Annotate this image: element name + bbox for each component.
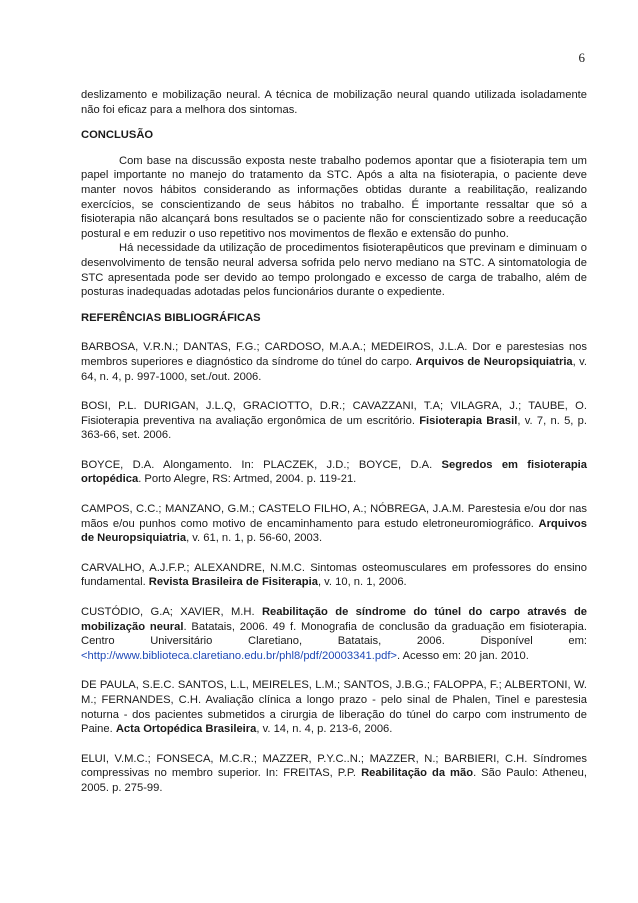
reference-item: BOSI, P.L. DURIGAN, J.L.Q, GRACIOTTO, D.R.; CAVAZZANI, T.A; VILAGRA, J.; TAUBE, O. Fisioterapia preventiva na avaliação ergonômica de um escritório. Fisioterapia Brasil, v. 7, n. 5, p. 363-66, set. 2006. [81,400,587,442]
conclusion-paragraph: Com base na discussão exposta neste trabalho podemos apontar que a fisioterapia tem um papel importante no manejo do tratamento da STC. Após a alta na fisioterapia, o paciente deve manter novos hábitos considerando as informações obtidas durante a reabilitação, realizando exercícios, se conscientizando de seus hábitos no trabalho. É importante ressaltar que só a fisioterapia não alcançará bons resultados se o paciente não for conscientizado sobre a reeducação postural e em reduzir o uso repetitivo nos movimentos de flexão e extensão do punho. [81,154,587,240]
references-heading: REFERÊNCIAS BIBLIOGRÁFICAS [81,311,261,324]
conclusion-paragraph: Há necessidade da utilização de procedimentos fisioterapêuticos que previnam e diminuam o desenvolvimento de tensão neural adversa sofrida pelo nervo mediano na STC. A sintomatologia de STC apresentada pode ser devido ao tempo prolongado e excesso de carga de trabalho, além de posturas inadequadas adotadas pelos funcionários durante o expediente. [81,242,587,299]
conclusion-heading: CONCLUSÃO [81,129,154,142]
reference-item: ELUI, V.M.C.; FONSECA, M.C.R.; MAZZER, P.Y.C..N.; MAZZER, N.; BARBIERI, C.H. Síndromes compressivas no membro superior. In: FREITAS, P.P. Reabilitação da mão. São Paulo: Atheneu, 2005. p. 275-99. [81,752,588,794]
page-number: 6 [578,50,585,65]
reference-item: CAMPOS, C.C.; MANZANO, G.M.; CASTELO FILHO, A.; NÓBREGA, J.A.M. Parestesia e/ou dor nas mãos e/ou punhos como motivo de encaminhamento para estudo eletroneuromiográfico. Arquivos de Neuropsiquiatria, v. 61, n. 1, p. 56-60, 2003. [81,503,587,545]
reference-item: BOYCE, D.A. Alongamento. In: PLACZEK, J.D.; BOYCE, D.A. Segredos em fisioterapia ortopédica. Porto Alegre, RS: Artmed, 2004. p. 119-21. [81,458,587,486]
reference-link[interactable]: <http://www.biblioteca.claretiano.edu.br/phl8/pdf/20003341.pdf> [81,649,397,662]
reference-item: DE PAULA, S.E.C. SANTOS, L.L, MEIRELES, L.M.; SANTOS, J.B.G.; FALOPPA, F.; ALBERTONI, W. M.; FERNANDES, C.H. Avaliação clínica a longo prazo - pelo sinal de Phalen, Tinel e parestesia noturna - dos pacientes submetidos a cirurgia de liberação do túnel do carpo com instrumento de Paine. Acta Ortopédica Brasileira, v. 14, n. 4, p. 213-6, 2006. [81,679,587,736]
intro-paragraph: deslizamento e mobilização neural. A técnica de mobilização neural quando utilizada isoladamente não foi eficaz para a melhora dos sintomas. [81,89,587,116]
reference-item: BARBOSA, V.R.N.; DANTAS, F.G.; CARDOSO, M.A.A.; MEDEIROS, J.L.A. Dor e parestesias nos membros superiores e diagnóstico da síndrome do túnel do carpo. Arquivos de Neuropsiquiatria, v. 64, n. 4, p. 997-1000, set./out. 2006. [81,341,587,383]
reference-item: CARVALHO, A.J.F.P.; ALEXANDRE, N.M.C. Sintomas osteomusculares em professores do ensino fundamental. Revista Brasileira de Fisiterapia, v. 10, n. 1, 2006. [81,561,587,589]
page-content [81,88,587,811]
reference-item: CUSTÓDIO, G.A; XAVIER, M.H. Reabilitação de síndrome do túnel do carpo através de mobilização neural. Batatais, 2006. 49 f. Monografia de conclusão da graduação em fisioterapia. Centro Universitário Claretiano, Batatais, 2006. Disponível em: <http://www.biblioteca.claretiano.edu.br/phl8/pdf/20003341.pdf>. Acesso em: 20 jan. 2010. [81,606,587,662]
reference-list [81,340,587,795]
